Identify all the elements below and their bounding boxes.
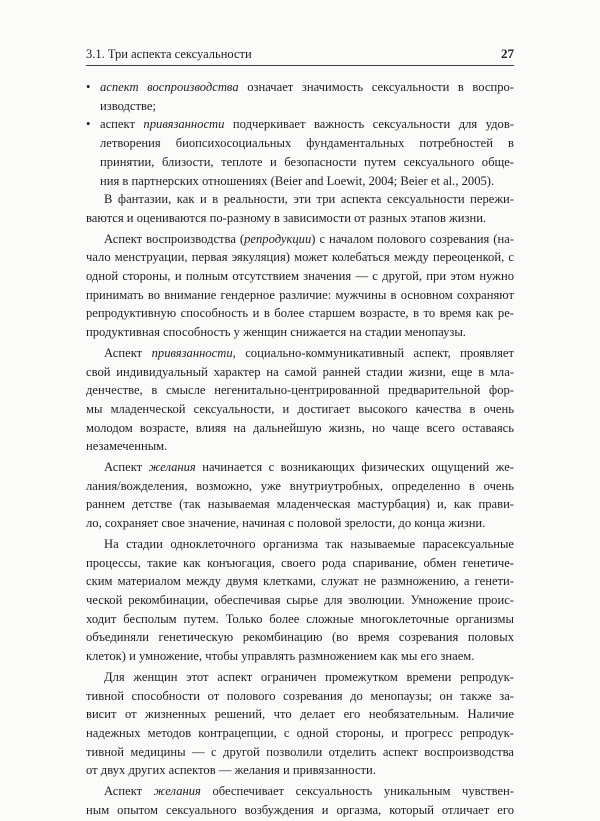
text-run: начинается с возникающих физических ощущений же-	[195, 460, 514, 475]
text-line: аспект воспроизводства означает значимость сексуальности в воспро-	[100, 80, 514, 94]
text-line: летворения биопсихосоциальных фундаментальных потребностей в	[100, 136, 514, 151]
page-body	[86, 78, 514, 821]
text-line: надежных методов контрацепции, с одной стороны, и прогресс репродук-	[86, 725, 514, 740]
text-line: тивной медицины — с другой позволили отделить аспект воспроизводства	[86, 744, 514, 759]
paragraph	[86, 535, 514, 666]
text-line: изводстве;	[100, 98, 156, 113]
text-line: незамеченным.	[86, 439, 168, 454]
text-run: Аспект	[104, 345, 152, 360]
text-line: процессы, такие как конъюгация, своего рода спаривание, обмен генетиче-	[86, 555, 514, 570]
text-line: лания/вожделения, возможно, уже внутриутробных, определенно в очень	[86, 478, 514, 493]
text-line	[86, 344, 514, 363]
emphasis: привязанности	[143, 117, 225, 132]
section-title: 3.1. Три аспекта сексуальности	[86, 47, 252, 61]
text-line: чало менструации, первая эякуляция) может колебаться между переоценкой, с	[86, 250, 514, 265]
text-run: ) с началом полового созревания (на-	[311, 231, 514, 246]
text-line: висит от жизненных решений, что делает его необязательным. Наличие	[86, 707, 514, 722]
text-run: обеспечивает сексуальность уникальным чувствен-	[200, 784, 514, 799]
text-line: ским материалом между двумя клетками, служат не размножению, а генети-	[86, 574, 514, 589]
text-line: продуктивная способность у женщин снижается на стадии менопаузы.	[86, 325, 466, 340]
bullet-icon: •	[86, 117, 91, 132]
emphasis: желания	[153, 784, 201, 799]
text-line: ло, сохраняет свое значение, начиная с половой зрелости, до конца жизни.	[86, 516, 486, 531]
emphasis: аспект воспроизводства	[100, 80, 239, 94]
paragraph	[86, 782, 514, 819]
running-header	[86, 46, 514, 66]
text-line: ным опытом сексуального возбуждения и оргазма, который отличает его	[86, 802, 514, 817]
paragraph	[86, 344, 514, 456]
text-line: тивной способности от полового созревания до менопаузы; он также за-	[86, 688, 514, 703]
text-line	[86, 782, 514, 801]
emphasis: желания	[148, 460, 196, 475]
text-run: аспект	[100, 117, 144, 132]
text-line: Для женщин этот аспект ограничен промежутком времени репродук-	[104, 669, 514, 684]
paragraph	[86, 230, 514, 342]
text-line	[86, 458, 514, 477]
paragraph	[86, 458, 514, 533]
text-line: ваются и оцениваются по-разному в зависимости от разных этапов жизни.	[86, 210, 487, 225]
text-line: от двух других аспектов — желания и привязанности.	[86, 763, 376, 778]
text-line	[86, 230, 514, 249]
text-line: ходит бесполым путем. Только более сложные многоклеточные организмы	[86, 611, 514, 626]
emphasis: репродукции	[244, 231, 312, 246]
text-line: ческой рекомбинации, обеспечивая сырье для эволюции. Умножение проис-	[86, 592, 514, 607]
text-run: Аспект воспроизводства (	[104, 231, 245, 246]
bullet-icon: •	[86, 80, 91, 94]
text-line: репродуктивную способность и в более старшем возрасте, в то время как ре-	[86, 306, 514, 321]
paragraph	[86, 668, 514, 780]
text-line: объединяли генетическую рекомбинацию (во время созревания половых	[86, 630, 514, 645]
text-line: ния в партнерских отношениях (Beier and Loewit, 2004; Beier et al., 2005).	[100, 173, 495, 188]
text-line: клеток) и умножение, чтобы управлять размножением как мы его знаем.	[86, 649, 475, 664]
bullet-item	[86, 115, 514, 190]
text-line: свой индивидуальный характер на самой ранней стадии жизни, еще в мла-	[86, 364, 514, 379]
text-line: денчестве, в смысле негенитально-центрированной предварительной фор-	[86, 383, 514, 398]
text-run: Аспект	[104, 460, 149, 475]
emphasis: привязанности	[151, 345, 233, 360]
text-line: принятии, близости, теплоте и безопасности путем сексуального обще-	[100, 154, 514, 169]
text-line: В фантазии, как и в реальности, эти три аспекта сексуальности пережи-	[104, 192, 514, 207]
text-line: одной стороны, и полным отсутствием значения — с другой, при этом нужно	[86, 269, 514, 284]
text-run: , социально-коммуникативный аспект, проявляет	[232, 345, 514, 360]
text-run: подчеркивает важность сексуальности для удов-	[224, 117, 514, 132]
text-run: Аспект	[104, 784, 154, 799]
text-line: принимать во внимание гендерное различие: мужчины в основном сохраняют	[86, 287, 514, 302]
text-line	[100, 115, 514, 134]
text-line: На стадии одноклеточного организма так называемые парасексуальные	[104, 536, 514, 551]
text-line: мы младенческой сексуальности, и достигает высокого качества в очень	[86, 401, 514, 416]
text-line: раннем детстве (так называемая младенческая мастурбация) и, как прави-	[86, 497, 514, 512]
page-number: 27	[501, 46, 514, 61]
bullet-item	[86, 78, 514, 115]
text-line: молодом возрасте, влияя на дальнейшую жизнь, но чаще всего оставаясь	[86, 420, 514, 435]
paragraph	[86, 190, 514, 227]
